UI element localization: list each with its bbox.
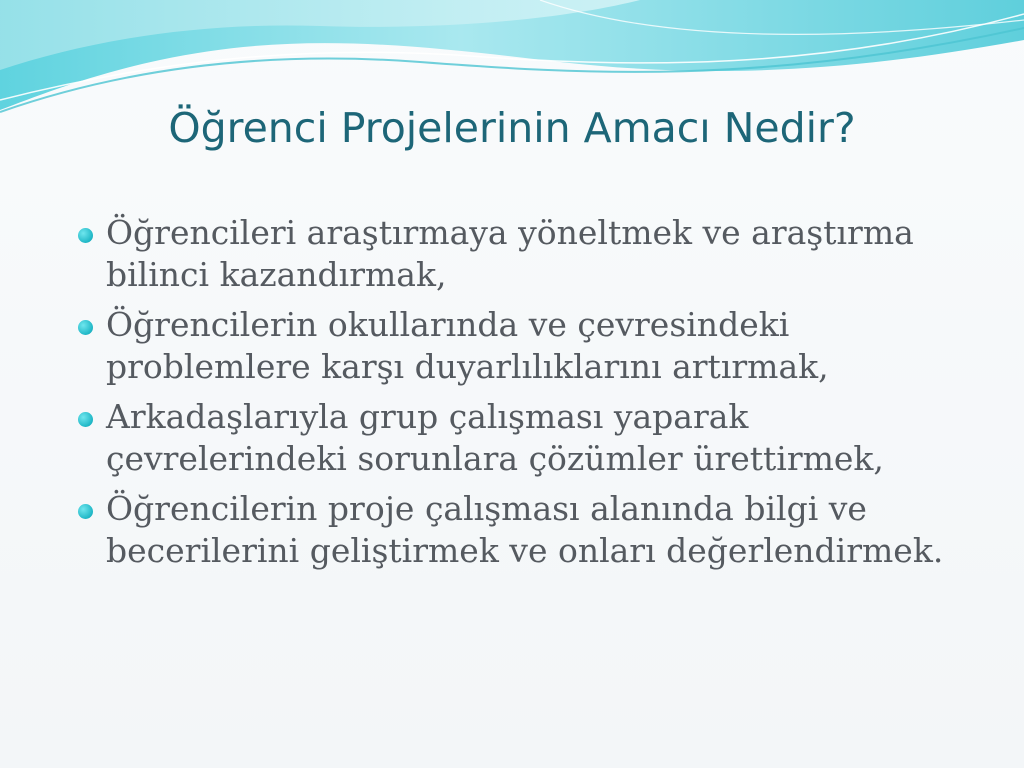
bullet-text: Öğrencilerin proje çalışması alanında bilgi ve becerilerini geliştirmek ve onları değerlendirmek. xyxy=(106,489,944,570)
bullet-list xyxy=(78,212,978,580)
slide-title: Öğrenci Projelerinin Amacı Nedir? xyxy=(168,104,856,152)
bullet-dot-icon xyxy=(78,320,93,335)
bullet-item xyxy=(78,488,978,572)
bullet-text: Öğrencileri araştırmaya yöneltmek ve araştırma bilinci kazandırmak, xyxy=(106,213,914,294)
bullet-item xyxy=(78,396,978,480)
bullet-dot-icon xyxy=(78,504,93,519)
bullet-text: Öğrencilerin okullarında ve çevresindeki problemlere karşı duyarlılıklarını artırmak, xyxy=(106,305,829,386)
bullet-text: Arkadaşlarıyla grup çalışması yaparak çevrelerindeki sorunlara çözümler ürettirmek, xyxy=(106,397,884,478)
bullet-item xyxy=(78,212,978,296)
bullet-dot-icon xyxy=(78,412,93,427)
bullet-dot-icon xyxy=(78,228,93,243)
bullet-item xyxy=(78,304,978,388)
